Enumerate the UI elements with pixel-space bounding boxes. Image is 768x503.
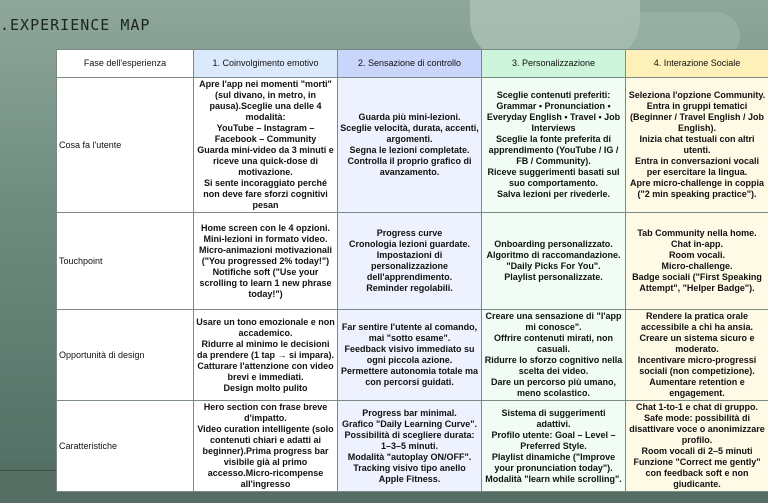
table-cell [482, 401, 626, 492]
table-cell [482, 310, 626, 401]
column-header-coinvolgimento: 1. Coinvolgimento emotivo [194, 50, 338, 78]
phase-header: Fase dell'esperienza [57, 50, 194, 78]
cell-text: Seleziona l'opzione Community. Entra in gruppi tematici (Beginner / Travel English / Job English). Inizia chat testuali con altri utenti. Entra in conversazioni vocali per esercitare la lingua. Apre micro-challenge in coppia ("2 min speaking practice"). [628, 90, 766, 199]
cell-text: Apre l'app nei momenti "morti" (sul divano, in metro, in pausa).Sceglie una delle 4 modalità: YouTube – Instagram – Facebook – Community Guarda mini-video da 3 minuti e riceve una quick-dose di motivazione. Si sente incoraggiato perché non deve fare sforzi cognitivi pesan [197, 79, 334, 210]
table-row [57, 310, 768, 401]
table-cell [338, 78, 482, 213]
header-row [57, 50, 768, 78]
table-row [57, 78, 768, 213]
table-cell [338, 310, 482, 401]
cell-text: Progress curve Cronologia lezioni guardate. Impostazioni di personalizzazione dell'apprendimento. Reminder regolabili. [348, 228, 470, 293]
cell-text: Creare una sensazione di "l'app mi conosce". Offrire contenuti mirati, non casuali. Ridurre lo sforzo cognitivo nella scelta dei video. Dare un percorso più umano, meno scolastico. [484, 311, 623, 398]
cell-text: Onboarding personalizzato. Algoritmo di raccomandazione. "Daily Picks For You". Playlist personalizzate. [486, 239, 621, 282]
cell-text: Rendere la pratica orale accessibile a chi ha ansia. Creare un sistema sicuro e moderato. Incentivare micro-progressi sociali (non competizione). Aumentare retention e engagement. [637, 311, 757, 398]
cell-text: Tab Community nella home. Chat in-app. Room vocali. Micro-challenge. Badge sociali ("First Speaking Attempt", "Helper Badge"). [632, 228, 762, 293]
table-cell [194, 310, 338, 401]
row-label: Opportunità di design [57, 310, 194, 401]
cell-text: Chat 1-to-1 e chat di gruppo. Safe mode: possibilità di disattivare voce o anonimizzare profilo. Room vocali di 2–5 minuti Funzione "Correct me gently" con feedback soft e non giudicante. [629, 402, 765, 489]
cell-text: Guarda più mini-lezioni. Sceglie velocità, durata, accenti, argomenti. Segna le lezioni completate. Controlla il proprio grafico di avanzamento. [340, 112, 479, 177]
column-header-controllo: 2. Sensazione di controllo [338, 50, 482, 78]
page-title: .EXPERIENCE MAP [0, 16, 151, 34]
table-cell [626, 310, 768, 401]
table-cell [482, 213, 626, 310]
table-cell [482, 78, 626, 213]
table-cell [194, 401, 338, 492]
column-header-personalizzazione: 3. Personalizzazione [482, 50, 626, 78]
table-cell [626, 78, 768, 213]
cell-text: Far sentire l'utente al comando, mai "sotto esame". Feedback visivo immediato su ogni piccola azione. Permettere autonomia totale ma con percorsi guidati. [340, 322, 479, 387]
table-row [57, 401, 768, 492]
cell-text: Usare un tono emozionale e non accademico. Ridurre al minimo le decisioni da prendere (1 tap → si impara). Catturare l'attenzione con video brevi e immediati. Design molto pulito [196, 316, 335, 393]
table-cell [338, 401, 482, 492]
row-label: Touchpoint [57, 213, 194, 310]
cell-text: Home screen con le 4 opzioni. Mini-lezioni in formato video. Micro-animazioni motivazionali ("You progressed 2% today!") Notifiche soft ("Use your scrolling to learn 1 new phrase today!") [198, 222, 333, 299]
cell-text: Sceglie contenuti preferiti: Grammar • Pronunciation • Everyday English • Travel • Job Interviews Sceglie la fonte preferita di apprendimento (YouTube / IG / FB / Community). Riceve suggerimenti basati sul suo comportamento. Salva lezioni per rivederle. [486, 90, 621, 199]
experience-map-table [56, 49, 768, 492]
table-cell [626, 401, 768, 492]
row-label: Caratteristiche [57, 401, 194, 492]
cell-text: Hero section con frase breve d'impatto. Video curation intelligente (solo contenuti chiari e adatti ai beginner).Prima progress bar visibile già al primo accesso.Micro-ricompense all'ingresso [197, 402, 334, 489]
column-header-interazione-sociale: 4. Interazione Sociale [626, 50, 768, 78]
table-row [57, 213, 768, 310]
table-cell [626, 213, 768, 310]
table-cell [338, 213, 482, 310]
row-label: Cosa fa l'utente [57, 78, 194, 213]
cell-text: Sistema di suggerimenti adattivi. Profilo utente: Goal – Level – Preferred Style. Playlist dinamiche ("Improve your pronunciation today"). Modalità "learn while scrolling". [485, 407, 622, 484]
table-cell [194, 78, 338, 213]
cell-text: Progress bar minimal. Grafico "Daily Learning Curve". Possibilità di scegliere durata: 1–3–5 minuti. Modalità "autoplay ON/OFF". Tracking visivo tipo anello Apple Fitness. [341, 407, 478, 484]
table-cell [194, 213, 338, 310]
